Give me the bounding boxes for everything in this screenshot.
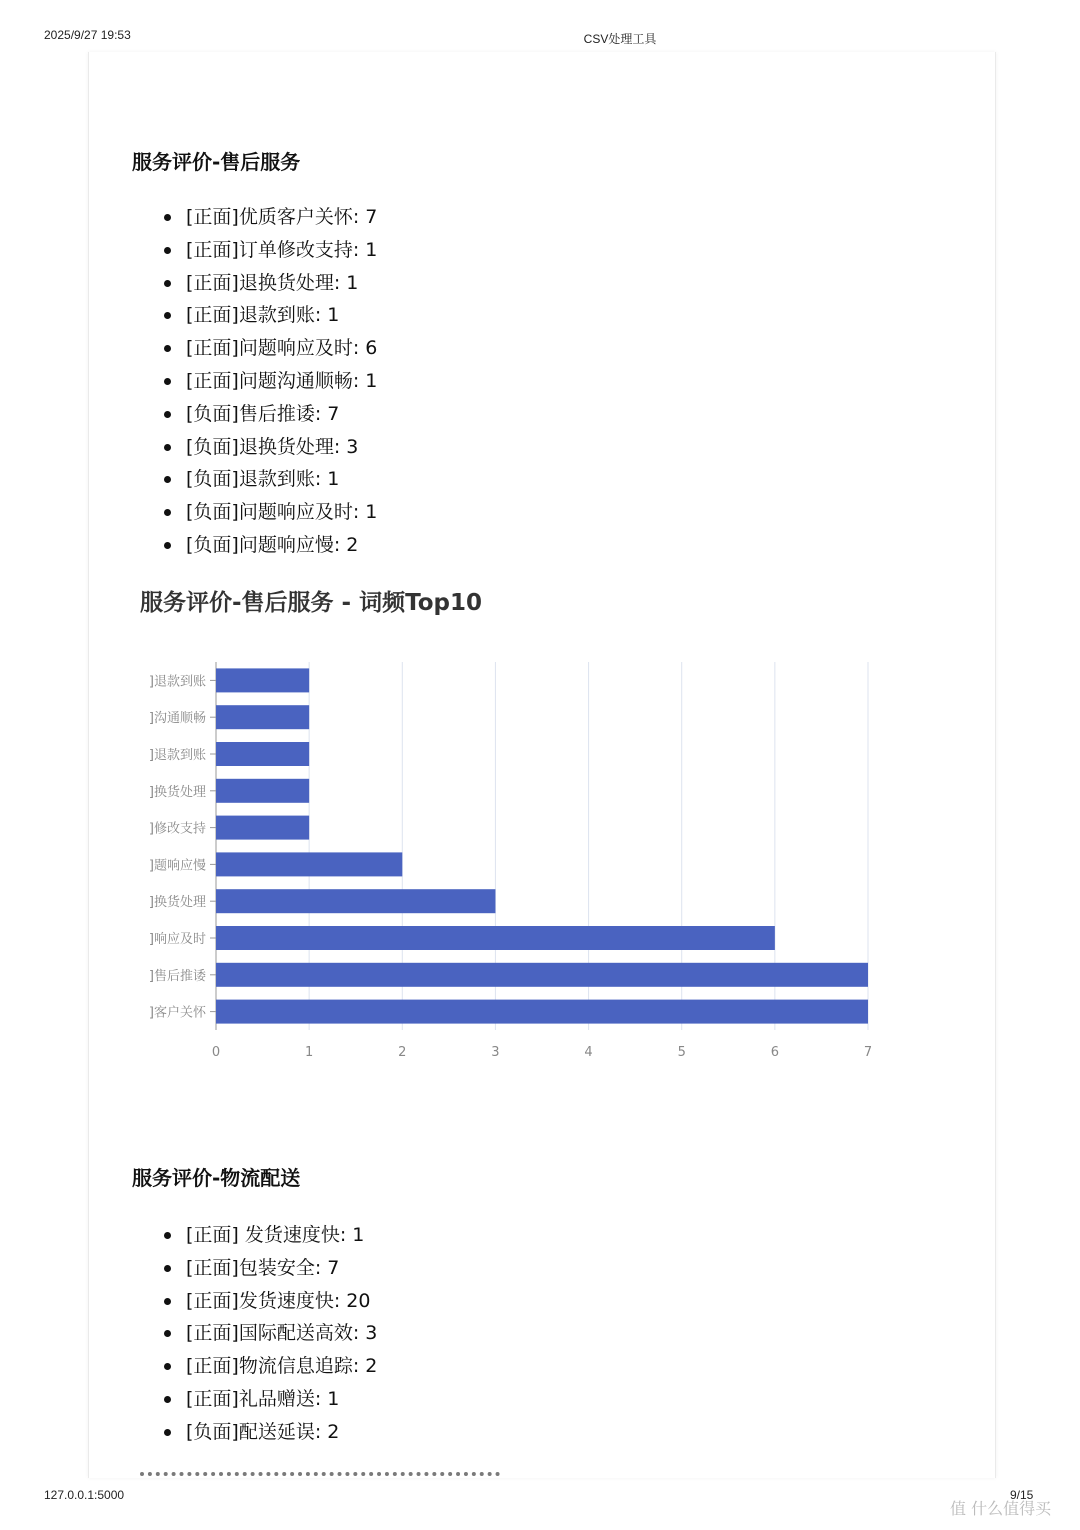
list-item: [负面]退换货处理: 3	[160, 431, 377, 464]
list-item: [正面] 发货速度快: 1	[160, 1219, 377, 1252]
list-item: [正面]订单修改支持: 1	[160, 234, 377, 267]
list-item: [负面]退款到账: 1	[160, 463, 377, 496]
list-item: [正面]退换货处理: 1	[160, 267, 377, 300]
x-tick-label: 4	[584, 1045, 593, 1060]
next-section-cutoff	[140, 1472, 500, 1482]
logistics-stat-list	[160, 1219, 377, 1449]
x-tick-label: 2	[398, 1045, 407, 1060]
x-tick-label: 6	[770, 1045, 779, 1060]
list-item: [正面]问题沟通顺畅: 1	[160, 365, 377, 398]
list-item: [正面]退款到账: 1	[160, 299, 377, 332]
watermark: 值 什么值得买	[950, 1499, 1052, 1518]
x-tick-label: 3	[491, 1045, 500, 1060]
x-tick-label: 1	[305, 1045, 314, 1060]
bar	[216, 742, 309, 766]
x-tick-label: 0	[211, 1045, 221, 1060]
bar	[216, 705, 309, 729]
bar	[216, 1000, 868, 1024]
y-tick-label: ]售后推诿	[148, 968, 206, 984]
section-title-logistics: 服务评价-物流配送	[132, 1166, 301, 1190]
list-item: [负面]问题响应及时: 1	[160, 496, 377, 529]
y-tick-label: ]换货处理	[148, 895, 206, 911]
y-tick-label: ]修改支持	[148, 821, 206, 837]
list-item: [负面]问题响应慢: 2	[160, 529, 377, 562]
list-item: [正面]包装安全: 7	[160, 1252, 377, 1285]
bar	[216, 779, 309, 803]
y-tick-label: ]退款到账	[148, 748, 206, 763]
y-tick-label: ]沟通顺畅	[148, 711, 206, 727]
x-tick-label: 5	[677, 1045, 686, 1060]
y-tick-label: ]退款到账	[148, 674, 206, 690]
y-tick-label: ]换货处理	[148, 784, 206, 800]
list-item: [正面]礼品赠送: 1	[160, 1383, 377, 1416]
list-item: [正面]问题响应及时: 6	[160, 332, 377, 365]
bar	[216, 926, 775, 950]
bar	[216, 963, 868, 987]
bar	[216, 852, 402, 876]
list-item: [正面]发货速度快: 20	[160, 1285, 377, 1318]
bar	[216, 816, 309, 840]
bar	[216, 668, 309, 692]
bar	[216, 889, 495, 913]
print-page-number: 9/15	[1010, 1488, 1034, 1502]
print-page-title: CSV处理工具	[583, 32, 657, 46]
list-item: [正面]物流信息追踪: 2	[160, 1350, 377, 1383]
print-url: 127.0.0.1:5000	[44, 1488, 125, 1502]
print-footer	[0, 1488, 1080, 1508]
list-item: [负面]售后推诿: 7	[160, 398, 377, 431]
x-tick-label: 7	[863, 1045, 873, 1060]
chart-title: 服务评价-售后服务 - 词频Top10	[140, 590, 483, 616]
print-header	[0, 28, 1080, 48]
list-item: [正面]国际配送高效: 3	[160, 1317, 377, 1350]
list-item: [正面]优质客户关怀: 7	[160, 201, 377, 234]
list-item: [负面]配送延误: 2	[160, 1416, 377, 1449]
aftersales-stat-list	[160, 201, 377, 562]
y-tick-label: ]响应及时	[148, 932, 206, 947]
print-datetime: 2025/9/27 19:53	[44, 28, 131, 42]
y-tick-label: ]客户关怀	[148, 1005, 206, 1021]
y-tick-label: ]题响应慢	[148, 858, 206, 874]
word-frequency-bar-chart	[120, 650, 900, 1070]
section-title-aftersales: 服务评价-售后服务	[132, 150, 301, 174]
